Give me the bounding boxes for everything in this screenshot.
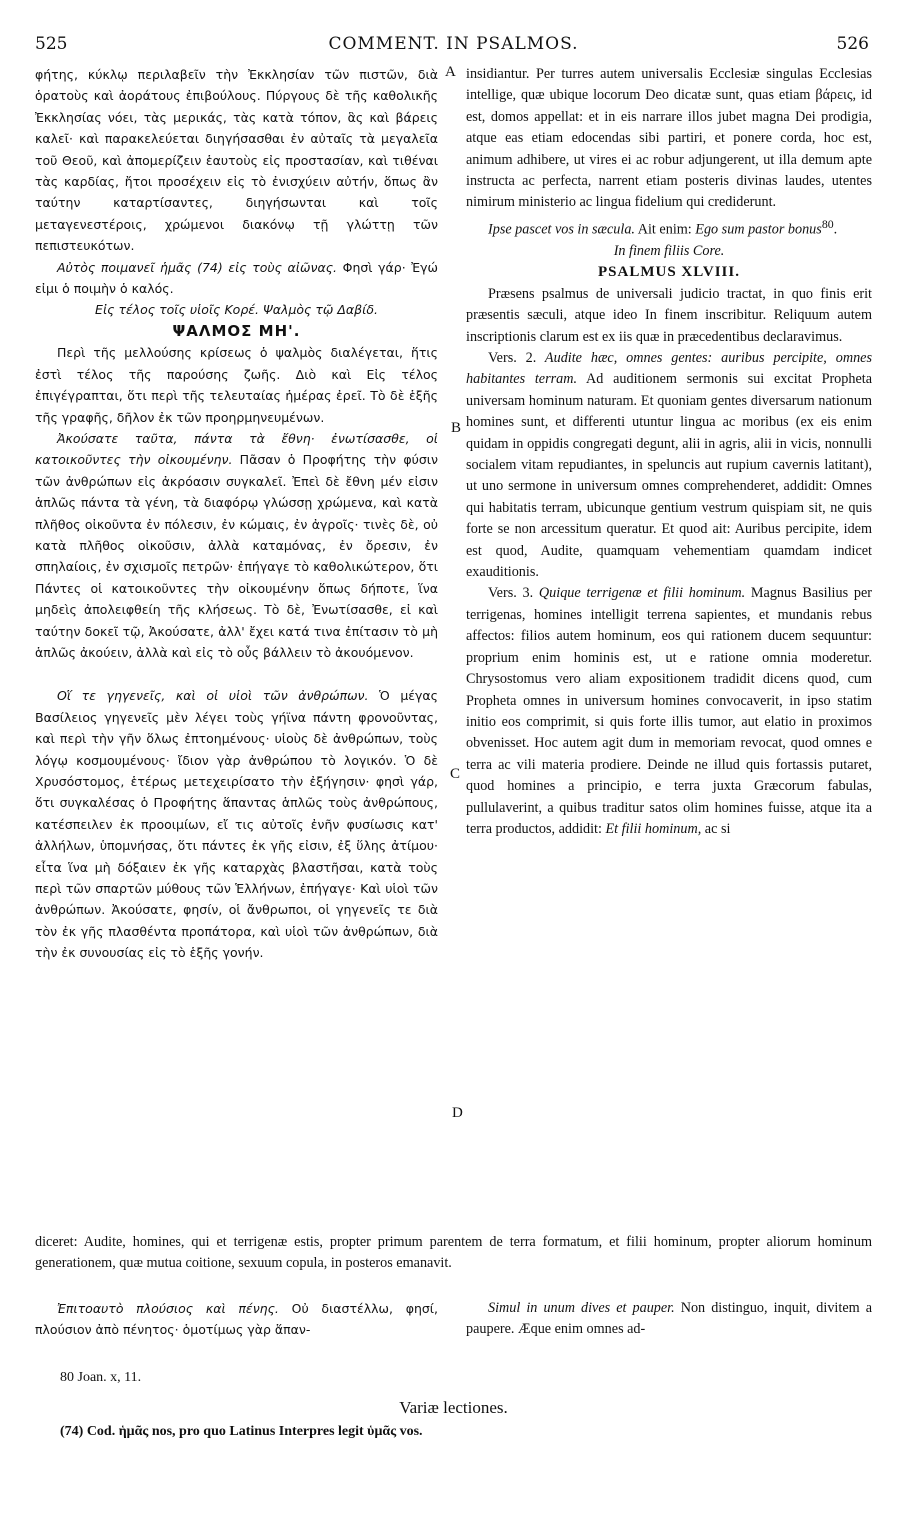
latin-lemma: Audite hæc, omnes gentes: auribus percipite, omnes habitantes terram. [466,350,872,388]
latin-paragraph-5: Præsens psalmus de universali judicio tractat, in quo finis erit præsentis sæculi, atque ideo In finem inscribitur. Reliquum autem inscriptionis clarum est ex iis quæ in præcedentibus declaravimus. [466,285,872,345]
latin-text: Ad auditionem sermonis sui excitat Propheta universam hominum naturam. Et quoniam gentes diversarum nationum homines sunt, et differenti utuntur lingua ac moribus (ex eis enim quidam in oppidis congregati degunt, alii in agris, alii in vicis, nonnulli socialem vitam repudiantes, in speluncis aut rupium cavernis latitant), ut uno sermone in universum omnes comprehenderet, addidit: Omnes qui habitatis terram, ubicunque gentium vestrum quispiam sit, ne quis forte se non arcessitum queratur. Et quod ait: Auribus percipite, idem est quod, Audite, quamquam vehementiam quamdam indicet exauditionis. [466,371,873,581]
greek-paragraph-8 [35,1298,438,1341]
footnote: 80 Joan. x, 11. [60,1370,142,1385]
footnote-ref: 80 [821,216,834,231]
greek-column-bottom [35,1298,438,1341]
greek-text: Πᾶσαν ὁ Προφήτης τὴν φύσιν τῶν ἀνθρώπων εἰς ἀκρόασιν συγκαλεῖ. Ἐπεὶ δὲ ἔθνη μέν εἰσιν ἁπλῶς πάντα τὰ γένη, τὰ διαφόρῳ γλώσσῃ χρώμενα, καὶ κατὰ πλῆθος οἰκοῦντα ἐν πόλεσιν, ἐν κώμαις, ἐν ἀγροῖς· τινὲς δὲ, οὐ κατὰ πλῆθος οἰκοῦσιν, ἀλλὰ καταμόνας, ἐν ὄρεσιν, ἐν σπηλαίοις, ἐν σχισμοῖς πετρῶν· ἐπήγαγε τὸ καθολικώτερον, ὅτι Πάντες οἱ κατοικοῦντες τὴν οἰκουμένην ὅπως δήποτε, ἵνα μηδεὶς ἀπολειφθείη τῆς κλήσεως. Τὸ δὲ, Ἐνωτίσασθε, εἰ καὶ ταύτην δοκεῖ τῷ, Ἀκούσατε, ἀλλ' ἔχει κατά τινα ἐπίτασιν τὸ μὴ ἁπλῶς ἀκούειν, ἀλλὰ καὶ εἰς τὸ οὖς βάλλειν τὸ ἀκουόμενον. [35,452,439,660]
right-page-number: 526 [836,34,869,54]
greek-paragraph-2 [35,257,438,300]
fullwidth-continuation: diceret: Audite, homines, qui et terrigenæ estis, propter primum parentem de terra formatum, et filii hominum, propter aliorum hominum generationem, quæ mutua coitione, sexuum copula, in posteros emanavit. [35,1234,872,1272]
greek-paragraph-7 [35,685,438,963]
greek-paragraph-6 [35,428,438,663]
latin-text: ac si [701,820,731,837]
variae-note: (74) Cod. ἡμᾶς nos, pro quo Latinus Interpres legit ὑμᾶς vos. [60,1424,423,1439]
latin-paragraph-6 [466,348,872,583]
latin-paragraph-1: insidiantur. Per turres autem universalis Ecclesiæ singulas Ecclesias intellige, quæ ubique locorum Deo dicatæ sunt, quas etiam βάρεις, id est, domos appellat: et in eis narrare illos jubet magna Dei prodigia, atque eas etiam edocendas sibi partiri, et ponere corda, hoc est, animum adhibere, ut vires ei ac robur adjungerent, ut illa demum apte instructa ac perfecta, narrent etiam posteris divinas laudes, utentes nimirum ministerio ac lingua fidelium qui crediderunt. [466,66,872,211]
latin-inscription: In finem filiis Core. [613,242,725,259]
greek-text: Οὐ διαστέλλω, φησί, πλούσιον ἀπὸ πένητος· ὁμοτίμως γὰρ ἅπαν- [35,1301,438,1338]
verse-label: Vers. 2. [488,350,537,367]
latin-lemma: Et filii hominum, [605,820,702,837]
greek-lemma: Ἀκούσατε ταῦτα, πάντα τὰ ἔθνη· ἐνωτίσασθε, οἱ κατοικοῦντες τὴν οἰκουμένην. [35,430,438,468]
latin-text: Magnus Basilius per terrigenas, homines intelligit terrena sapientes, et mundanis rebus affectos: filios autem hominum, eos qui rationem ducem sequuntur: proprium enim hominis est, ut e ratione omnia moderetur. Chrysostomus vero aliam expositionem tradidit dicens quod, cum Propheta omnes in universum homines convocaverit, in ipso statim initio eos comprimit, si quis forte illis tumor, aut elatio in proximos obvenisset. Hoc autem agit dum in memoriam revocat, quod omnes e terra ac vili materia prodiere. Deinde ne illud quis fortassis putaret, quod homines a principio, e terra juxta Græcorum fabulas, pullulaverint, a quibus traditur satos olim homines fuisse, atque ita a terra productos, addidit: [466,585,872,837]
margin-marker-b: B [451,420,462,436]
margin-marker-a: A [445,64,456,80]
greek-lemma: Ἐπιτοαυτὸ πλούσιος καὶ πένης. [57,1301,279,1316]
latin-quote: Ego sum pastor bonus [695,221,822,238]
latin-psalm-title: PSALMUS XLVIII. [598,264,740,281]
latin-paragraph-7 [466,583,872,840]
greek-text: Ὁ μέγας Βασίλειος γηγενεῖς μὲν λέγει τοὺς γήϊνα πάντη φρονοῦντας, καὶ περὶ τὴν γῆν ὅλως ἐπτοημένους· υἱοὺς δὲ ἀνθρώπων, τοὺς λόγῳ κοσμουμένους· ἴδιον γὰρ ἀνθρώπου τὸ λογικόν. Ὁ δὲ Χρυσόστομος, ἑτέρως μετεχειρίσατο τὴν ἐξήγησιν· φησὶ γάρ, ὅτι συγκαλέσας ὁ Προφήτης ἅπαντας ἁπλῶς τοὺς ἀνθρώπους, κατέσπειλεν ἐκ προοιμίων, εἴ τις αὐτοῖς ἐνῆν φυσίωσις κατ' ἀλλήλων, ὑπομνήσας, ὅτι πάντες ἐκ γῆς εἰσιν, ἐξ ὕλης ἀτίμου· εἶτα ἵνα μὴ δόξαιεν ἐκ γῆς καταρχὰς βλαστῆσαι, κατὰ τοὺς περὶ τῶν σπαρτῶν μύθους τῶν Ἑλλήνων, ἐπήγαγε· Καὶ υἱοὶ τῶν ἀνθρώπων. Ἀκούσατε, φησίν, οἱ ἄνθρωποι, οἱ γηγενεῖς τε διὰ τὸν ἐκ γῆς πλασθέντα προπάτορα, καὶ υἱοὶ τῶν ἀνθρώπων, διὰ τὴν ἐκ συνουσίας εἰς τὸ ἑξῆς γονήν. [35,688,439,961]
latin-text: Non distinguo, inquit, divitem a paupere. Æque enim omnes ad- [466,1300,872,1338]
latin-paragraph-2 [466,214,872,241]
margin-marker-c: C [450,766,461,782]
latin-column-bottom [466,1298,872,1341]
latin-lemma: Quique terrigenæ et filii hominum. [533,585,746,602]
greek-text: Φησὶ γάρ· Ἐγώ εἰμι ὁ ποιμὴν ὁ καλός. [35,259,439,297]
greek-paragraph-1: φήτης, κύκλῳ περιλαβεῖν τὴν Ἐκκλησίαν τῶν πιστῶν, διὰ ὁρατοὺς καὶ ἀοράτους ἐπιβούλους. Πύργους δὲ τῆς καθολικῆς Ἐκκλησίας νόει, τὰς μερικάς, τὰς κατὰ τόπον, ἃς καὶ βάρεις καλεῖ· καὶ παρακελεύεται διηγήσασθαι ἐν αὐταῖς τὰ μεγαλεῖα τοῦ Θεοῦ, καὶ ἀπομερίζειν ἑαυτοὺς εἰς προστασίαν, καὶ τιθέναι τὰς καρδίας, ἤτοι προσέχειν εἰς τὸ ἐνισχύειν αὐτήν, ὅπως ἂν ταύτην καταρτίσαντες, διηγήσωνται καὶ τοῖς μεταγενεστέροις, χρώμενοι διακόνῳ τῇ γλώττῃ τῶν πεπιστευκότων. [35,67,438,254]
running-title: COMMENT. IN PSALMOS. [328,34,579,54]
greek-column [35,64,438,964]
left-page-number: 525 [35,34,68,54]
latin-lemma: Simul in unum dives et pauper. [488,1300,675,1316]
latin-column [466,64,872,840]
margin-marker-d: D [452,1105,463,1121]
greek-psalm-title: ΨΑΛΜΟΣ ΜΗ'. [172,321,301,340]
greek-lemma: Αὐτὸς ποιμανεῖ ἡμᾶς (74) εἰς τοὺς αἰῶνας. [57,259,338,275]
latin-paragraph-8 [466,1298,872,1341]
latin-text: . [833,221,838,238]
greek-paragraph-5: Περὶ τῆς μελλούσης κρίσεως ὁ ψαλμὸς διαλέγεται, ἥτις ἐστὶ τέλος τῆς παρούσης ζωῆς. Διὸ καὶ Εἰς τέλος ἐπιγέγραπται, ὅτι περὶ τῆς τελευταίας ἡμέρας ἐρεῖ. Τὸ δὲ ἑξῆς τῆς γραφῆς, δῆλον ἐκ τῶν προηρμηνευμένων. [35,345,438,425]
latin-text: Ait enim: [634,221,696,238]
verse-label: Vers. 3. [488,585,534,602]
greek-inscription: Εἰς τέλος τοῖς υἱοῖς Κορέ. Ψαλμὸς τῷ Δαβίδ. [95,302,378,318]
variae-lectiones-title: Variæ lectiones. [399,1398,508,1417]
greek-lemma: Οἵ τε γηγενεῖς, καὶ οἱ υἱοὶ τῶν ἀνθρώπων. [57,688,369,704]
latin-lemma: Ipse pascet vos in sæcula. [488,221,635,238]
